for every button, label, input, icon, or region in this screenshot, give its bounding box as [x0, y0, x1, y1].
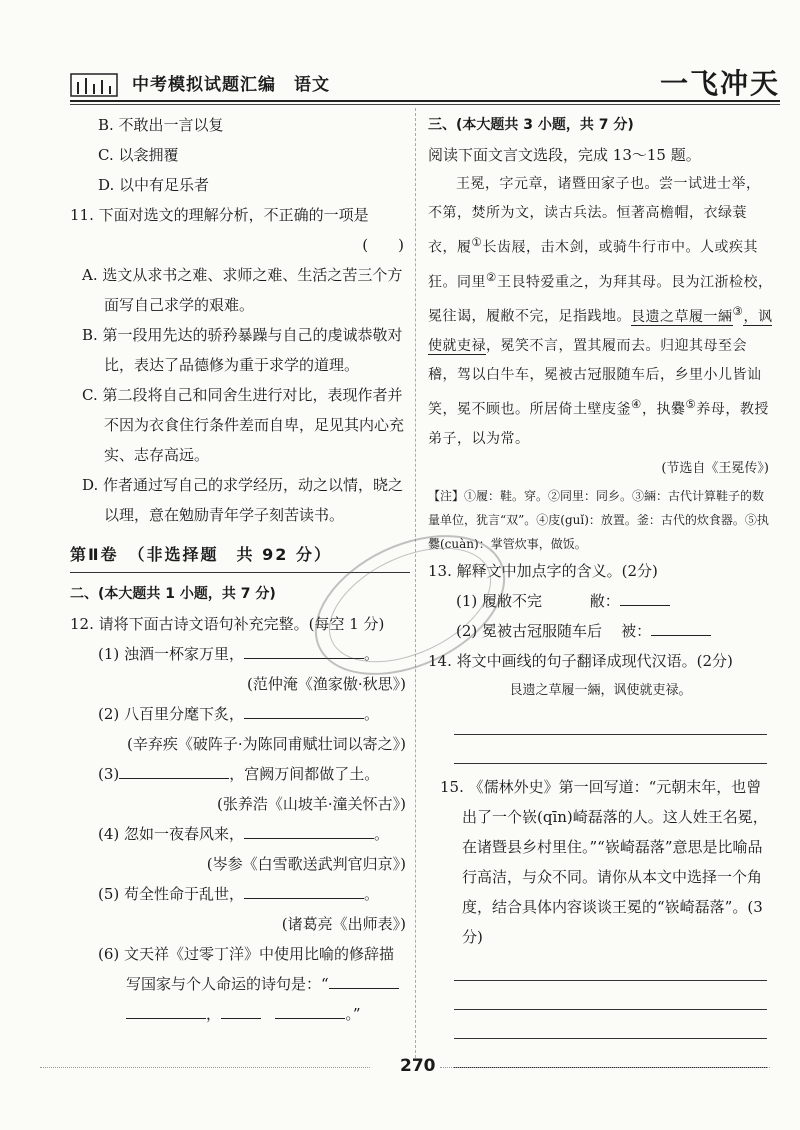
footer-rule-right [440, 1067, 770, 1068]
q12-item6-sep: ， [206, 1005, 222, 1023]
q12-item4-suffix: 。 [374, 825, 390, 843]
header-title: 中考模拟试题汇编 语文 [132, 75, 330, 95]
passage-underlined-sentence: 艮遗之草履一緉 [631, 308, 733, 325]
q12-item3-prefix: (3) [98, 765, 120, 783]
q11-stem: 11. 下面对选文的理解分析，不正确的一项是 [70, 206, 369, 224]
passage-part-b: 长齿屐，击木剑，或骑牛行市中。人或疾其狂。同里 [428, 239, 758, 291]
q12-item2-source: (辛弃疾《破阵子·为陈同甫赋壮词以寄之》) [127, 735, 406, 753]
header-rule [70, 100, 780, 102]
q11-option-d: D. 作者通过写自己的求学经历，动之以情，晓之以理，意在勉励青年学子刻苦读书。 [82, 476, 404, 524]
q12-item5-blank[interactable] [244, 880, 364, 899]
q12-item3-source: (张养浩《山坡羊·潼关怀古》) [217, 795, 406, 813]
q12-item6-line3 [70, 999, 410, 1029]
q12-item2-blank[interactable] [244, 700, 364, 719]
book-logo-icon [70, 68, 120, 98]
q11-option-a: A. 选文从求书之难、求师之难、生活之苦三个方面写自己求学的艰难。 [82, 266, 403, 314]
q13-stem: 13. 解释文中加点字的含义。(2分) [428, 561, 658, 580]
passage-part-c: 王艮特爱重之，为拜其母。艮为江浙检校，冕往谒，履敝不完，足指践地。 [428, 274, 773, 325]
q10-option-c: C. 以衾拥覆 [98, 146, 179, 164]
q13-item1-label: 敝： [589, 591, 620, 610]
header-brand: 一飞冲天 [659, 67, 780, 100]
q11-answer-bracket: ( ) [362, 236, 404, 254]
q12-item1-suffix: 。 [364, 645, 380, 663]
q15-text: 15. 《儒林外史》第一回写道：“元朝末年，也曾出了一个嵚(qīn)崎磊落的人。这人姓王名冕，在诸暨县乡村里住。”“嵚崎磊落”意思是比喻品行高洁，与众不同。请你从本文中选择一个角度，结合具体内容谈谈王冕的“嵚崎磊落”。(3分) [440, 777, 768, 946]
q12-item2-suffix: 。 [364, 705, 380, 723]
q10-option-b: B. 不敢出一言以复 [98, 116, 224, 134]
part2-title: 第Ⅱ卷 （非选择题 共 92 分） [70, 540, 410, 573]
q11-option-b: B. 第一段用先达的骄矜暴躁与自己的虔诚恭敬对比，表达了品德修为重于求学的道理。 [82, 326, 403, 374]
note-marker-3: ③ [732, 304, 744, 319]
q14-answer-line-2[interactable] [454, 735, 767, 764]
q12-item1-source: (范仲淹《渔家傲·秋思》) [247, 675, 406, 693]
q12-item3-suffix: ，宫阙万间都做了土。 [229, 765, 380, 783]
passage-part-a: 王冕，字元章，诸暨田家子也。尝一试进士举，不第，焚所为文，读古兵法。恒著高檐帽，衣绿蓑衣，履 [428, 176, 761, 256]
q13-item2-label: 被： [621, 621, 652, 640]
q12-stem: 12. 请将下面古诗文语句补充完整。(每空 1 分) [70, 615, 385, 633]
footer-rule-left [40, 1067, 370, 1068]
note-marker-5: ⑤ [685, 396, 697, 411]
q12-item4-blank[interactable] [244, 820, 374, 839]
q12-item5-source: (诸葛亮《出师表》) [281, 915, 406, 933]
q12-item6-blank-a[interactable] [329, 970, 399, 989]
page-number: 270 [400, 1056, 436, 1076]
q14-sentence: 艮遗之草履一緉，讽使就吏禄。 [509, 682, 692, 698]
watermark-stamp-icon [300, 520, 520, 690]
section3-title: 三、(本大题共 3 小题，共 7 分) [428, 117, 634, 133]
q12-item6-blank-d[interactable] [275, 1000, 345, 1019]
q12-item6-blank-c[interactable] [221, 1000, 261, 1019]
passage-part-e: ，执爨 [641, 401, 686, 418]
q15-answer-line-2[interactable] [454, 981, 767, 1010]
q15-answer-line-3[interactable] [454, 1010, 767, 1039]
note-marker-4: ④ [631, 396, 642, 411]
q12-item5 [70, 879, 410, 909]
q12-item5-prefix: (5) 苟全性命于乱世， [98, 885, 245, 903]
page-header [70, 62, 780, 102]
q12-item6-line1: (6) 文天祥《过零丁洋》中使用比喻的修辞描 [98, 945, 395, 963]
q12-item6-end: 。” [345, 1005, 361, 1023]
q13-item1-text: (1) 履敝不完 [456, 591, 543, 610]
page-footer [40, 1058, 770, 1078]
q12-item6-intro: 写国家与个人命运的诗句是：“ [126, 975, 329, 993]
q12-item1-prefix: (1) 浊酒一杯家万里， [98, 645, 245, 663]
passage-notes: 【注】①履：鞋。穿。②同里：同乡。③緉：古代计算鞋子的数量单位，犹言“双”。④庋(guǐ)：放置。釜：古代的炊食器。⑤执爨(cuàn)：掌管炊事，做饭。 [428, 488, 769, 551]
q12-item4-source: (岑参《白雪歌送武判官归京》) [206, 855, 406, 873]
q12-item6-blank-b[interactable] [126, 1000, 206, 1019]
note-marker-2: ② [486, 269, 497, 284]
q12-item2 [70, 699, 410, 729]
q15-answer-line-1[interactable] [454, 952, 767, 981]
q10-option-d: D. 以中有足乐者 [98, 176, 210, 194]
passage-part-f: 养母，教授弟子，以为常。 [428, 401, 769, 447]
passage-underlined-sentence-2: ，讽使就吏禄 [428, 308, 773, 354]
q13-item1-blank[interactable] [620, 587, 670, 606]
passage-source: (节选自《王冕传》) [661, 460, 769, 476]
header-rule-thin [70, 104, 780, 105]
q12-item2-prefix: (2) 八百里分麾下炙， [98, 705, 245, 723]
passage-part-d: ，冕笑不言，置其履而去。归迎其母至会稽，驾以白牛车，冕被古冠服随车后，乡里小儿皆讪笑，冕不顾也。所居倚土壁庋釜 [428, 337, 762, 418]
q12-item4-prefix: (4) 忽如一夜春风来， [98, 825, 245, 843]
section2-title: 二、(本大题共 1 小题，共 7 分) [70, 586, 276, 602]
q12-item5-suffix: 。 [364, 885, 380, 903]
classical-passage [428, 170, 773, 454]
reading-intro: 阅读下面文言文选段，完成 13～15 题。 [428, 146, 701, 164]
q12-item4 [70, 819, 410, 849]
q11-option-c: C. 第二段将自己和同舍生进行对比，表现作者并不因为衣食住行条件差而自卑，足见其内心充实、志存高远。 [82, 386, 405, 464]
q12-item3-blank[interactable] [119, 760, 229, 779]
q12-item3 [70, 759, 410, 789]
q14-answer-line-1[interactable] [454, 706, 767, 735]
q14-stem: 14. 将文中画线的句子翻译成现代汉语。(2分) [428, 651, 733, 670]
q12-item6-line2 [70, 969, 410, 999]
q13-item2-text: (2) 冕被古冠服随车后 [456, 621, 603, 640]
q13-item2-blank[interactable] [651, 617, 711, 636]
note-marker-1: ① [471, 235, 483, 249]
